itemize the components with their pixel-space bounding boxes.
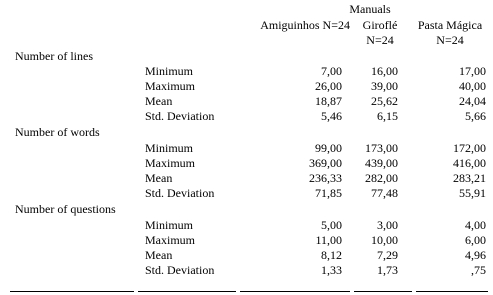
col-header-girofle-n: N=24 (366, 33, 394, 47)
stat-label: Std. Deviation (145, 109, 215, 123)
cell-value: 5,66 (465, 109, 486, 123)
stat-label: Minimum (145, 141, 194, 155)
cell-value: 71,85 (315, 186, 342, 200)
cell-value: 25,62 (371, 94, 398, 108)
cell-value: 7,29 (377, 248, 398, 262)
cell-value: 55,91 (459, 186, 486, 200)
stat-label: Mean (145, 171, 173, 185)
bottom-rule (240, 291, 350, 292)
cell-value: 1,33 (321, 263, 342, 277)
stat-label: Maximum (145, 156, 195, 170)
section-label-questions: Number of questions (15, 202, 116, 216)
cell-value: 18,87 (315, 94, 342, 108)
cell-value: 3,00 (377, 218, 398, 232)
col-header-girofle: Giroflé (362, 18, 398, 32)
cell-value: 40,00 (459, 79, 486, 93)
cell-value: 39,00 (371, 79, 398, 93)
col-header-pasta-magica-n: N=24 (436, 33, 464, 47)
cell-value: 26,00 (315, 79, 342, 93)
stat-label: Mean (145, 248, 173, 262)
stat-label: Minimum (145, 64, 194, 78)
section-label-lines: Number of lines (15, 49, 93, 63)
cell-value: 11,00 (315, 233, 342, 247)
stat-label: Maximum (145, 79, 195, 93)
cell-value: ,75 (471, 263, 486, 277)
stat-label: Std. Deviation (145, 186, 215, 200)
cell-value: 6,00 (465, 233, 486, 247)
cell-value: 369,00 (309, 156, 342, 170)
col-header-pasta-magica: Pasta Mágica (417, 18, 483, 32)
stat-label: Maximum (145, 233, 195, 247)
cell-value: 283,21 (453, 171, 486, 185)
bottom-rule (416, 291, 488, 292)
cell-value: 1,73 (377, 263, 398, 277)
cell-value: 10,00 (371, 233, 398, 247)
bottom-rule (354, 291, 412, 292)
cell-value: 282,00 (365, 171, 398, 185)
cell-value: 24,04 (459, 94, 486, 108)
cell-value: 16,00 (371, 64, 398, 78)
cell-value: 416,00 (453, 156, 486, 170)
cell-value: 236,33 (309, 171, 342, 185)
cell-value: 172,00 (453, 141, 486, 155)
cell-value: 5,00 (321, 218, 342, 232)
cell-value: 4,00 (465, 218, 486, 232)
cell-value: 4,96 (465, 248, 486, 262)
section-label-words: Number of words (15, 125, 100, 139)
cell-value: 8,12 (321, 248, 342, 262)
cell-value: 5,46 (321, 109, 342, 123)
stat-label: Mean (145, 94, 173, 108)
stat-label: Std. Deviation (145, 263, 215, 277)
col-header-amiguinhos: Amiguinhos N=24 (260, 18, 350, 32)
bottom-rule (10, 291, 134, 292)
cell-value: 17,00 (459, 64, 486, 78)
cell-value: 99,00 (315, 141, 342, 155)
cell-value: 77,48 (371, 186, 398, 200)
cell-value: 173,00 (365, 141, 398, 155)
group-header: Manuals (349, 2, 391, 16)
cell-value: 439,00 (365, 156, 398, 170)
cell-value: 7,00 (321, 64, 342, 78)
cell-value: 6,15 (377, 109, 398, 123)
bottom-rule (138, 291, 236, 292)
stat-label: Minimum (145, 218, 194, 232)
